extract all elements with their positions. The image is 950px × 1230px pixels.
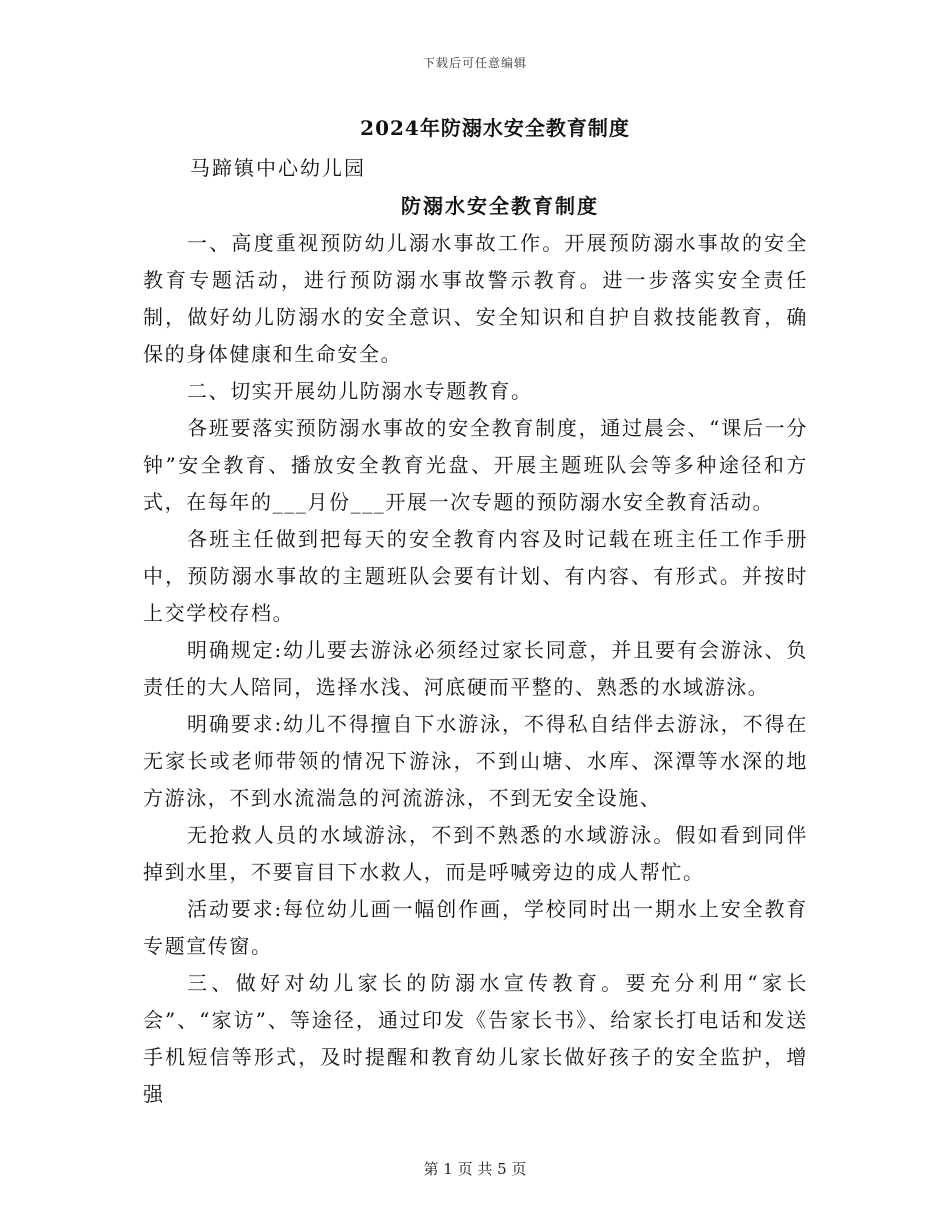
paragraph: 三、做好对幼儿家长的防溺水宣传教育。要充分利用“家长会”、“家访”、等途径，通过印发《告家长书》、给家长打电话和发送手机短信等形式，及时提醒和教育幼儿家长做好孩子的安全监护，增强	[143, 971, 808, 1106]
document-title: 2024年防溺水安全教育制度	[360, 116, 630, 140]
paragraph: 明确规定:幼儿要去游泳必须经过家长同意，并且要有会游泳、负责任的大人陪同，选择水浅、河底硬而平整的、熟悉的水域游泳。	[143, 638, 808, 699]
paragraph: 各班要落实预防溺水事故的安全教育制度，通过晨会、“课后一分钟”安全教育、播放安全教育光盘、开展主题班队会等多种途径和方式，在每年的___月份___开展一次专题的预防溺水安全教育活动。	[143, 416, 808, 514]
organization-name: 马蹄镇中心幼儿园	[190, 156, 366, 180]
paragraph: 活动要求:每位幼儿画一幅创作画，学校同时出一期水上安全教育专题宣传窗。	[143, 897, 808, 958]
section-title: 防溺水安全教育制度	[401, 194, 599, 218]
paragraph: 无抢救人员的水域游泳，不到不熟悉的水域游泳。假如看到同伴掉到水里，不要盲目下水救人，而是呼喊旁边的成人帮忙。	[143, 823, 808, 884]
paragraph: 一、高度重视预防幼儿溺水事故工作。开展预防溺水事故的安全教育专题活动，进行预防溺水事故警示教育。进一步落实安全责任制，做好幼儿防溺水的安全意识、安全知识和自护自救技能教育，确保的身体健康和生命安全。	[143, 231, 808, 366]
document-body	[143, 225, 808, 1113]
paragraph: 二、切实开展幼儿防溺水专题教育。	[187, 379, 533, 403]
paragraph: 各班主任做到把每天的安全教育内容及时记载在班主任工作手册中，预防溺水事故的主题班队会要有计划、有内容、有形式。并按时上交学校存档。	[143, 527, 808, 625]
header-note: 下载后可任意编辑	[422, 56, 527, 70]
paragraph: 明确要求:幼儿不得擅自下水游泳，不得私自结伴去游泳，不得在无家长或老师带领的情况下游泳，不到山塘、水库、深潭等水深的地方游泳，不到水流湍急的河流游泳，不到无安全设施、	[143, 712, 808, 810]
page-indicator: 第 1 页 共 5 页	[423, 1160, 527, 1178]
